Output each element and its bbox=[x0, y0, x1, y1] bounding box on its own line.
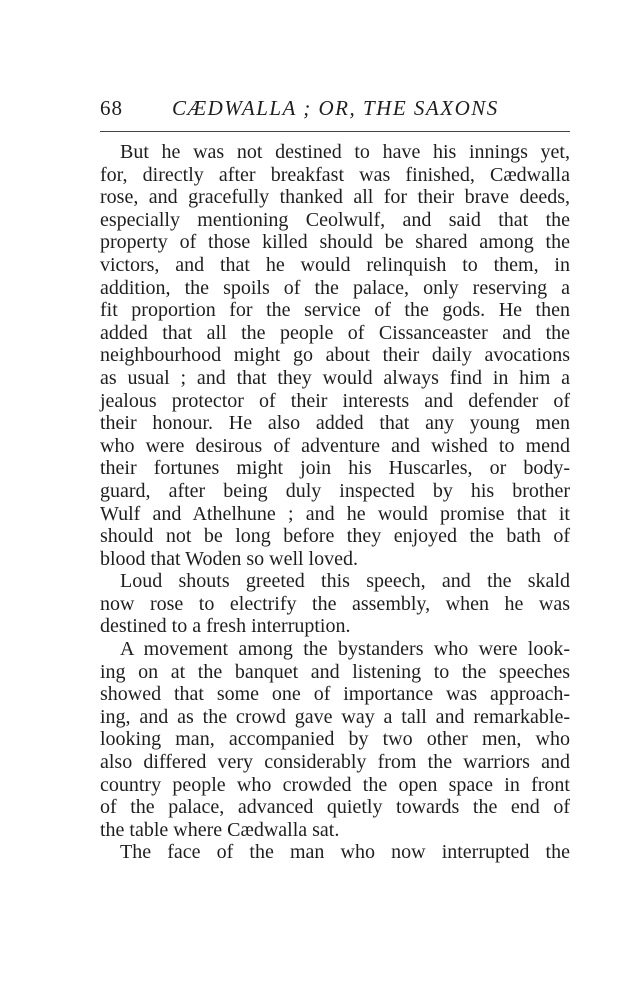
text-line: especially mentioning Ceolwulf, and said that the bbox=[100, 208, 570, 231]
text-line: ing on at the banquet and listening to the speeches bbox=[100, 660, 570, 683]
text-line: now rose to electrify the assembly, when he was bbox=[100, 592, 570, 615]
text-line: fit proportion for the service of the gods. He then bbox=[100, 299, 570, 322]
running-head bbox=[100, 96, 570, 126]
text-line: But he was not destined to have his innings yet, bbox=[120, 141, 570, 163]
text-line: Loud shouts greeted this speech, and the skald bbox=[120, 570, 570, 593]
text-line: their fortunes might join his Huscarles, or body- bbox=[100, 457, 570, 480]
text-line: country people who crowded the open space in front bbox=[100, 773, 570, 796]
text-line: property of those killed should be shared among the bbox=[100, 231, 570, 254]
text-line: blood that Woden so well loved. bbox=[100, 547, 358, 570]
text-line: for, directly after breakfast was finished, Cædwalla bbox=[100, 163, 570, 186]
text-line: ing, and as the crowd gave way a tall and remarkable- bbox=[100, 705, 570, 728]
text-line: guard, after being duly inspected by his brother bbox=[100, 479, 570, 502]
running-title: CÆDWALLA ; OR, THE SAXONS bbox=[172, 96, 499, 120]
text-line: neighbourhood might go about their daily avocations bbox=[100, 344, 570, 367]
text-line: of the palace, advanced quietly towards the end of bbox=[100, 796, 570, 819]
text-line: their honour. He also added that any young men bbox=[100, 412, 570, 435]
page-number: 68 bbox=[100, 96, 123, 120]
text-line: who were desirous of adventure and wished to mend bbox=[100, 434, 570, 457]
paragraph bbox=[100, 841, 570, 864]
text-line: rose, and gracefully thanked all for their brave deeds, bbox=[100, 186, 570, 209]
text-line: showed that some one of importance was approach- bbox=[100, 683, 570, 706]
text-line: Wulf and Athelhune ; and he would promise that it bbox=[100, 502, 570, 525]
text-line: victors, and that he would relinquish to them, in bbox=[100, 253, 570, 276]
text-line: The face of the man who now interrupted the bbox=[120, 841, 570, 864]
text-line: the table where Cædwalla sat. bbox=[100, 818, 340, 841]
text-line: A movement among the bystanders who were look- bbox=[120, 638, 570, 661]
text-line: jealous protector of their interests and defender of bbox=[100, 389, 570, 412]
text-line: added that all the people of Cissanceaster and the bbox=[100, 321, 570, 344]
body-text bbox=[100, 141, 570, 864]
text-line: should not be long before they enjoyed the bath of bbox=[100, 525, 570, 548]
text-line: addition, the spoils of the palace, only reserving a bbox=[100, 276, 570, 299]
text-line: looking man, accompanied by two other men, who bbox=[100, 728, 570, 751]
header-rule bbox=[100, 131, 570, 132]
text-line: destined to a fresh interruption. bbox=[100, 615, 351, 638]
paragraph bbox=[100, 570, 570, 638]
text-line: also differed very considerably from the warriors and bbox=[100, 751, 570, 774]
paragraph bbox=[100, 141, 570, 570]
text-line: as usual ; and that they would always find in him a bbox=[100, 366, 570, 389]
paragraph bbox=[100, 638, 570, 841]
